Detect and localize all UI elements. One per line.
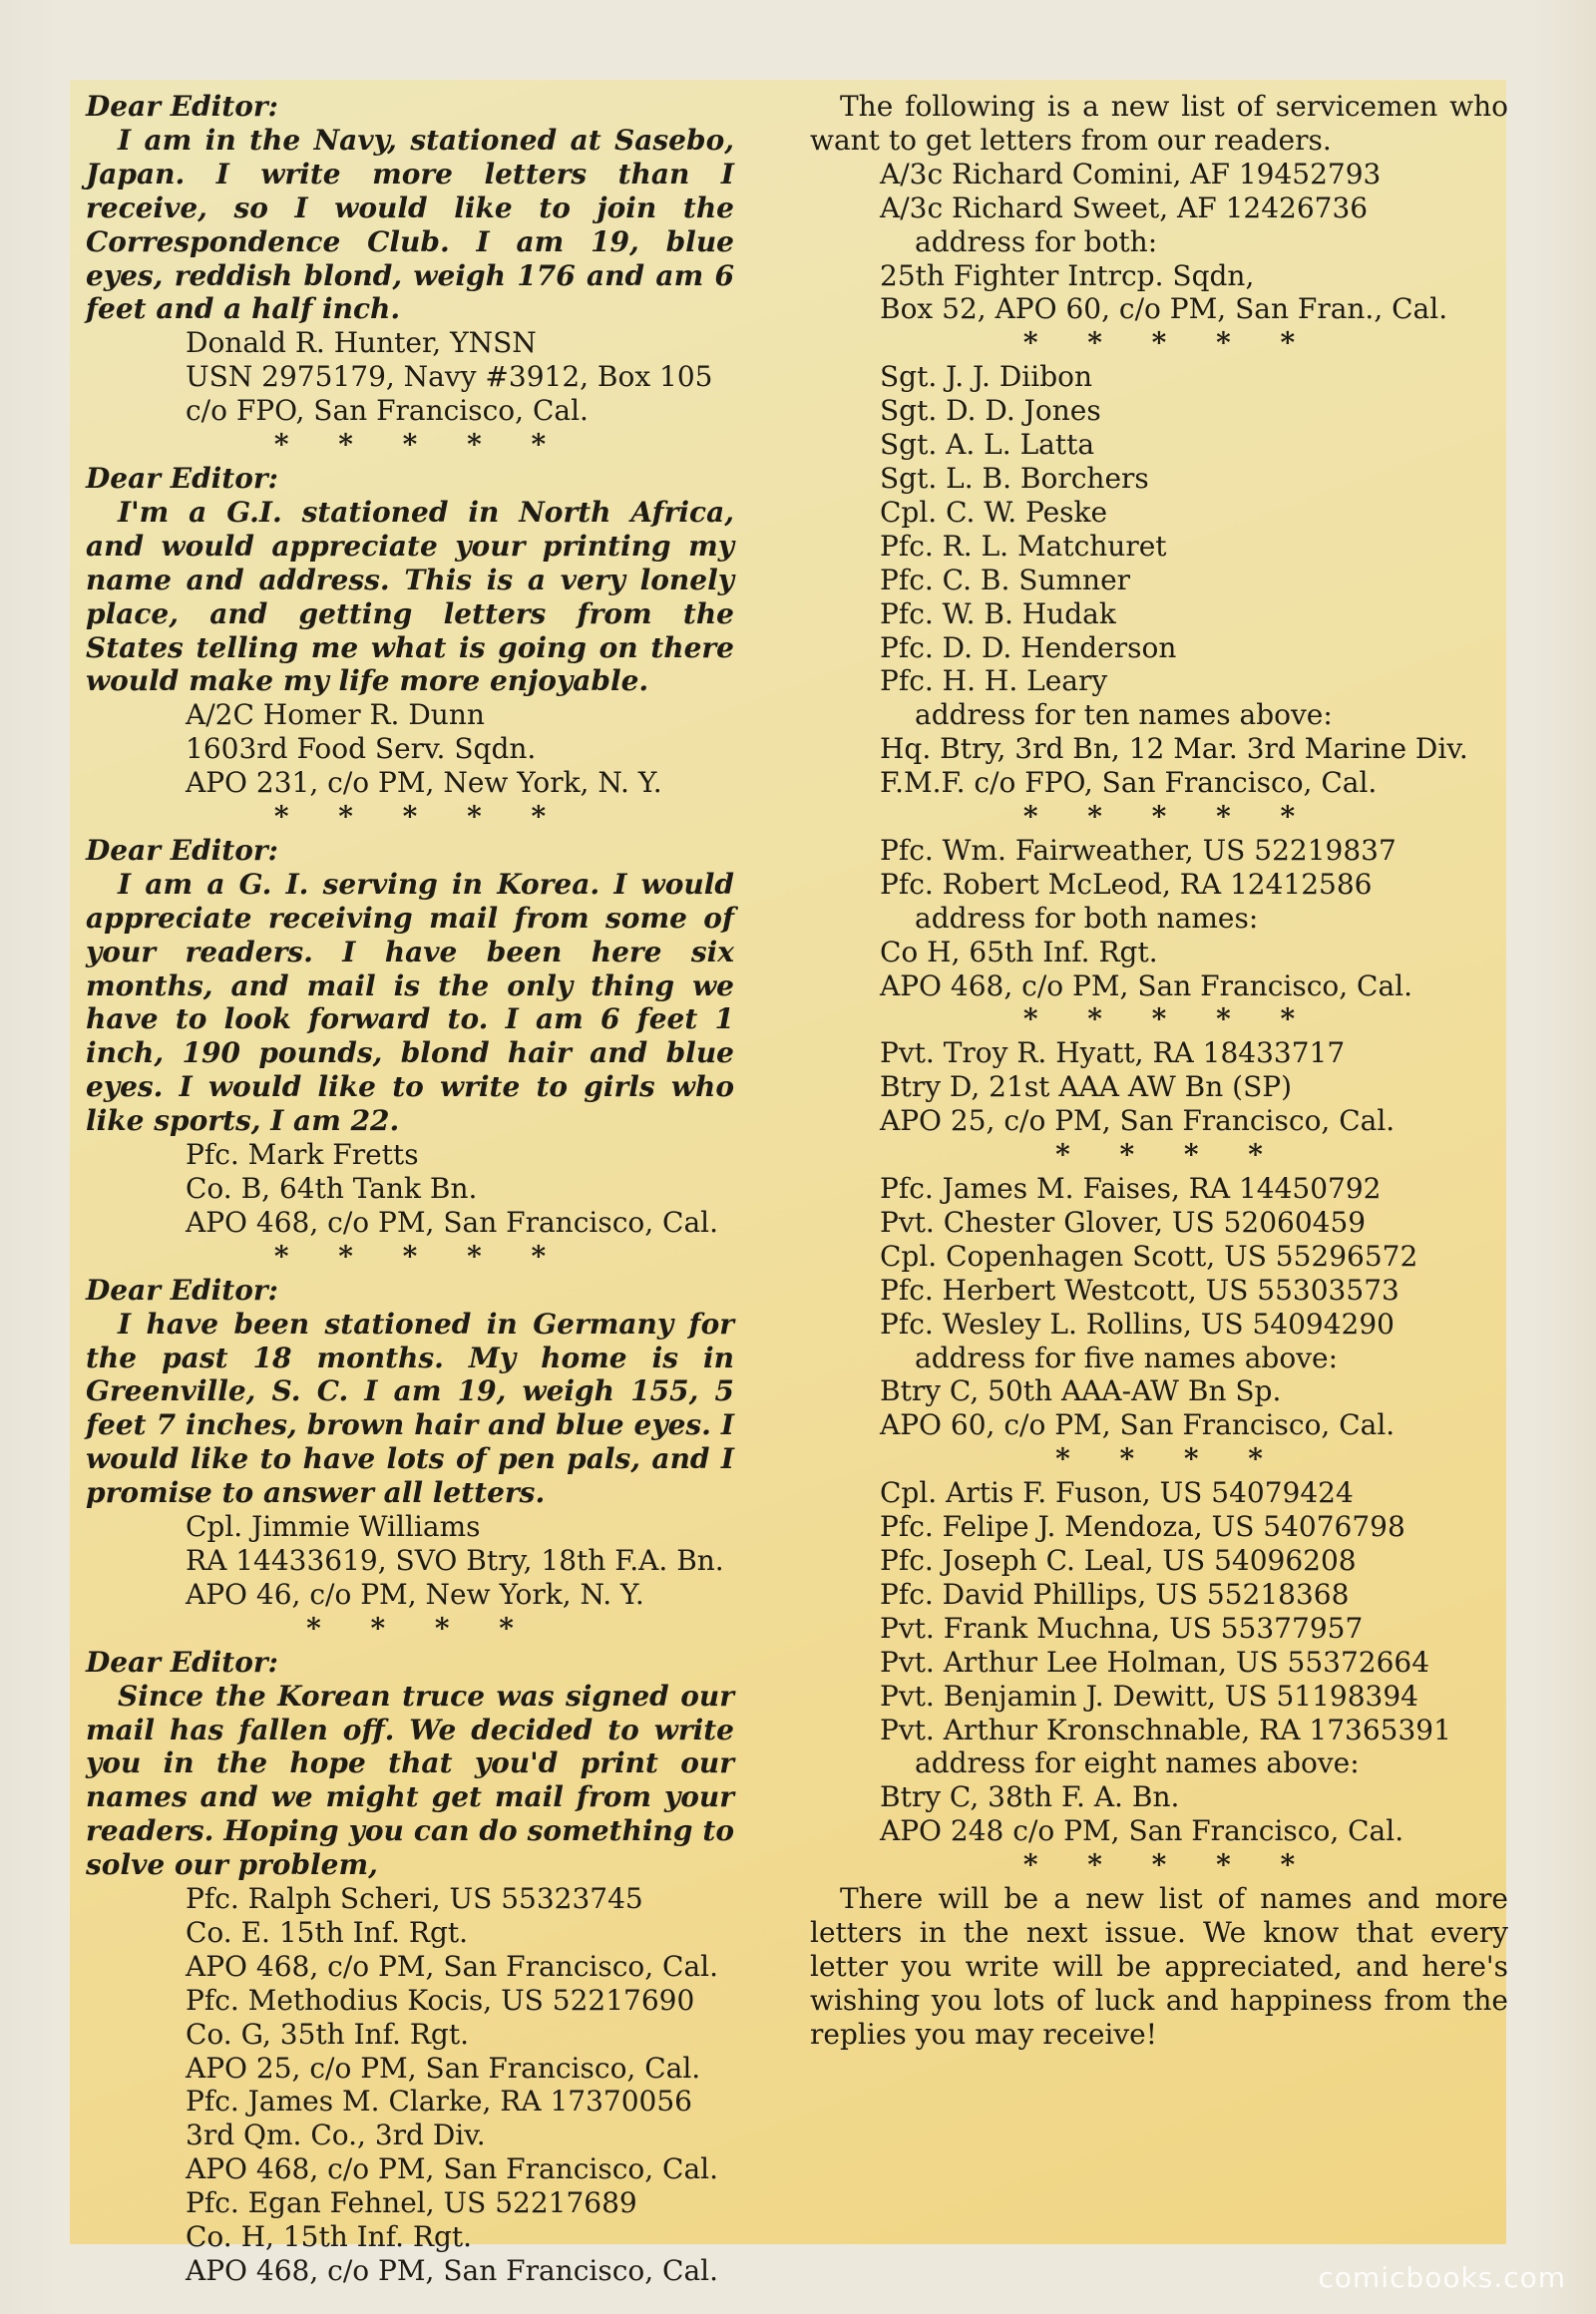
address-line: APO 468, c/o PM, San Francisco, Cal. (186, 2254, 719, 2287)
letter (86, 1646, 734, 2288)
letter-body: I have been stationed in Germany for the past 18 months. My home is in Greenville, S. C. I am 19, weigh 155, 5 feet 7 inches, brown hair and blue eyes. I would like to have lots of pen pals, and I promise to answer all letters. (86, 1307, 734, 1510)
letter-address (86, 1882, 734, 2288)
address-line: Pfc. James M. Clarke, RA 17370056 (186, 2085, 692, 2119)
letter-body: I am a G. I. serving in Korea. I would appreciate receiving mail from some of your readers. I have been here six months, and mail is the only thing we have to look forward to. I am 6 feet 1 inch, 190 pounds, blond hair and blue eyes. I would like to write to girls who like sports, I am 22. (86, 867, 734, 1138)
serviceman-name: APO 25, c/o PM, San Francisco, Cal. (880, 1104, 1396, 1138)
address-line: APO 468, c/o PM, San Francisco, Cal. (186, 1949, 719, 1983)
address-line: Co. E. 15th Inf. Rgt. (186, 1915, 469, 1949)
letter-salutation: Dear Editor: (86, 90, 278, 123)
letter-salutation: Dear Editor: (86, 833, 278, 867)
address-line: c/o FPO, San Francisco, Cal. (186, 394, 589, 428)
serviceman-name: Pvt. Arthur Kronschnable, RA 17365391 (880, 1713, 1451, 1746)
address-line: Btry C, 50th AAA-AW Bn Sp. (880, 1374, 1282, 1408)
address-line: APO 46, c/o PM, New York, N. Y. (186, 1577, 644, 1611)
address-note: address for both names: (915, 901, 1259, 935)
serviceman-name: Pfc. H. H. Leary (880, 664, 1108, 698)
letter-body: Since the Korean truce was signed our mail has fallen off. We decided to write you in the hope that you'd print our names and we might get mail from your readers. Hoping you can do something to solve our problem, (86, 1679, 734, 1882)
serviceman-name: Pfc. Robert McLeod, RA 12412586 (880, 867, 1373, 901)
servicemen-group (810, 1476, 1508, 1882)
letter-address (86, 1138, 734, 1240)
closing-paragraph: There will be a new list of names and more letters in the next issue. We know that every letter you write will be appreciated, and here's wishing you lots of luck and happiness from the replies you may receive! (810, 1882, 1508, 2051)
serviceman-name: Cpl. C. W. Peske (880, 495, 1108, 529)
address-line: Co. B, 64th Tank Bn. (186, 1172, 478, 1205)
servicemen-list-column (810, 90, 1508, 2052)
address-line: Hq. Btry, 3rd Bn, 12 Mar. 3rd Marine Div. (880, 732, 1468, 766)
serviceman-name: A/3c Richard Sweet, AF 12426736 (880, 191, 1369, 224)
address-line: APO 25, c/o PM, San Francisco, Cal. (186, 2051, 701, 2085)
address-note: address for five names above: (915, 1341, 1339, 1374)
address-line: Pfc. Ralph Scheri, US 55323745 (186, 1882, 643, 1916)
letter-salutation: Dear Editor: (86, 1645, 278, 1679)
serviceman-name: Pfc. David Phillips, US 55218368 (880, 1577, 1350, 1611)
serviceman-name: Sgt. D. D. Jones (880, 394, 1101, 428)
serviceman-name: Sgt. A. L. Latta (880, 428, 1095, 462)
serviceman-name: Pfc. D. D. Henderson (880, 630, 1177, 664)
address-line: Co. G, 35th Inf. Rgt. (186, 2017, 469, 2051)
address-line: APO 468, c/o PM, San Francisco, Cal. (186, 2152, 719, 2186)
serviceman-name: Pvt. Chester Glover, US 52060459 (880, 1205, 1367, 1239)
serviceman-name: Pfc. W. B. Hudak (880, 596, 1116, 630)
serviceman-name: Pvt. Frank Muchna, US 55377957 (880, 1611, 1364, 1645)
serviceman-name: Cpl. Copenhagen Scott, US 55296572 (880, 1239, 1418, 1273)
list-intro: The following is a new list of servicemen who want to get letters from our readers. (810, 90, 1508, 157)
address-line: Pfc. Egan Fehnel, US 52217689 (186, 2186, 637, 2220)
serviceman-name: Pfc. Felipe J. Mendoza, US 54076798 (880, 1510, 1405, 1544)
servicemen-group (810, 360, 1508, 834)
section-divider: * * * * (1055, 1138, 1283, 1172)
address-line: F.M.F. c/o FPO, San Francisco, Cal. (880, 766, 1378, 800)
serviceman-name: Sgt. L. B. Borchers (880, 461, 1149, 495)
servicemen-group (810, 1172, 1508, 1476)
letter-address (86, 1510, 734, 1612)
section-divider: * * * * * (1022, 1848, 1316, 1882)
section-divider: * * * * * (1022, 800, 1316, 834)
address-line: APO 231, c/o PM, New York, N. Y. (186, 766, 662, 800)
section-divider: * * * * * (1022, 1002, 1316, 1036)
serviceman-name: Pfc. Herbert Westcott, US 55303573 (880, 1273, 1399, 1307)
address-line: USN 2975179, Navy #3912, Box 105 (186, 360, 713, 394)
site-watermark: comicbooks.com (1318, 2261, 1566, 2294)
serviceman-name: Sgt. J. J. Diibon (880, 360, 1093, 394)
serviceman-name: A/3c Richard Comini, AF 19452793 (880, 157, 1382, 191)
section-divider: * * * * (306, 1611, 534, 1645)
letter (86, 834, 734, 1274)
servicemen-group (810, 1036, 1508, 1172)
serviceman-name: Btry D, 21st AAA AW Bn (SP) (880, 1070, 1293, 1104)
serviceman-name: Pfc. James M. Faises, RA 14450792 (880, 1172, 1382, 1205)
address-line: Pfc. Mark Fretts (186, 1138, 419, 1172)
address-note: address for both: (915, 224, 1158, 258)
address-line: Co. H, 15th Inf. Rgt. (186, 2220, 473, 2254)
address-line: Co H, 65th Inf. Rgt. (880, 935, 1158, 968)
letter-salutation: Dear Editor: (86, 461, 278, 495)
letter (86, 1274, 734, 1646)
address-line: APO 60, c/o PM, San Francisco, Cal. (880, 1408, 1396, 1442)
serviceman-name: Pfc. R. L. Matchuret (880, 529, 1167, 563)
letter-address (86, 326, 734, 428)
section-divider: * * * * * (273, 800, 567, 834)
servicemen-group (810, 834, 1508, 1036)
address-line: 1603rd Food Serv. Sqdn. (186, 732, 537, 766)
address-line: RA 14433619, SVO Btry, 18th F.A. Bn. (186, 1543, 724, 1577)
letter-body: I am in the Navy, stationed at Sasebo, Japan. I write more letters than I receive, so I would like to join the Correspondence Club. I am 19, blue eyes, reddish blond, weigh 176 and am 6 feet and a half inch. (86, 123, 734, 326)
letter (86, 462, 734, 834)
serviceman-name: Pfc. Wm. Fairweather, US 52219837 (880, 833, 1396, 867)
address-line: APO 248 c/o PM, San Francisco, Cal. (880, 1814, 1404, 1848)
serviceman-name: Pvt. Benjamin J. Dewitt, US 51198394 (880, 1679, 1418, 1713)
section-divider: * * * * * (273, 1239, 567, 1273)
address-line: Btry C, 38th F. A. Bn. (880, 1780, 1180, 1814)
servicemen-group (810, 158, 1508, 360)
serviceman-name: Pfc. C. B. Sumner (880, 563, 1131, 596)
serviceman-name: Pfc. Joseph C. Leal, US 54096208 (880, 1543, 1357, 1577)
serviceman-name: Pvt. Arthur Lee Holman, US 55372664 (880, 1645, 1430, 1679)
servicemen-groups (810, 158, 1508, 1882)
serviceman-name: Pfc. Wesley L. Rollins, US 54094290 (880, 1307, 1395, 1341)
section-divider: * * * * (1055, 1442, 1283, 1476)
letter-salutation: Dear Editor: (86, 1273, 278, 1307)
address-line: Donald R. Hunter, YNSN (186, 326, 537, 360)
serviceman-name: Cpl. Artis F. Fuson, US 54079424 (880, 1476, 1354, 1510)
address-line: Cpl. Jimmie Williams (186, 1510, 481, 1544)
letter-body: I'm a G.I. stationed in North Africa, and would appreciate your printing my name and address. This is a very lonely place, and getting letters from the States telling me what is going on there would make my life more enjoyable. (86, 495, 734, 698)
letter-address (86, 698, 734, 800)
address-note: address for eight names above: (915, 1746, 1360, 1780)
section-divider: * * * * * (273, 428, 567, 462)
address-line: APO 468, c/o PM, San Francisco, Cal. (186, 1205, 719, 1239)
address-line: Pfc. Methodius Kocis, US 52217690 (186, 1983, 695, 2017)
address-line: APO 468, c/o PM, San Francisco, Cal. (880, 968, 1413, 1002)
address-note: address for ten names above: (915, 698, 1333, 732)
letter (86, 90, 734, 462)
address-line: Box 52, APO 60, c/o PM, San Fran., Cal. (880, 292, 1448, 326)
address-line: A/2C Homer R. Dunn (186, 698, 485, 732)
serviceman-name: Pvt. Troy R. Hyatt, RA 18433717 (880, 1036, 1346, 1070)
address-line: 25th Fighter Intrcp. Sqdn, (880, 258, 1255, 292)
address-line: 3rd Qm. Co., 3rd Div. (186, 2119, 486, 2152)
letters-column (86, 90, 734, 2288)
section-divider: * * * * * (1022, 326, 1316, 360)
